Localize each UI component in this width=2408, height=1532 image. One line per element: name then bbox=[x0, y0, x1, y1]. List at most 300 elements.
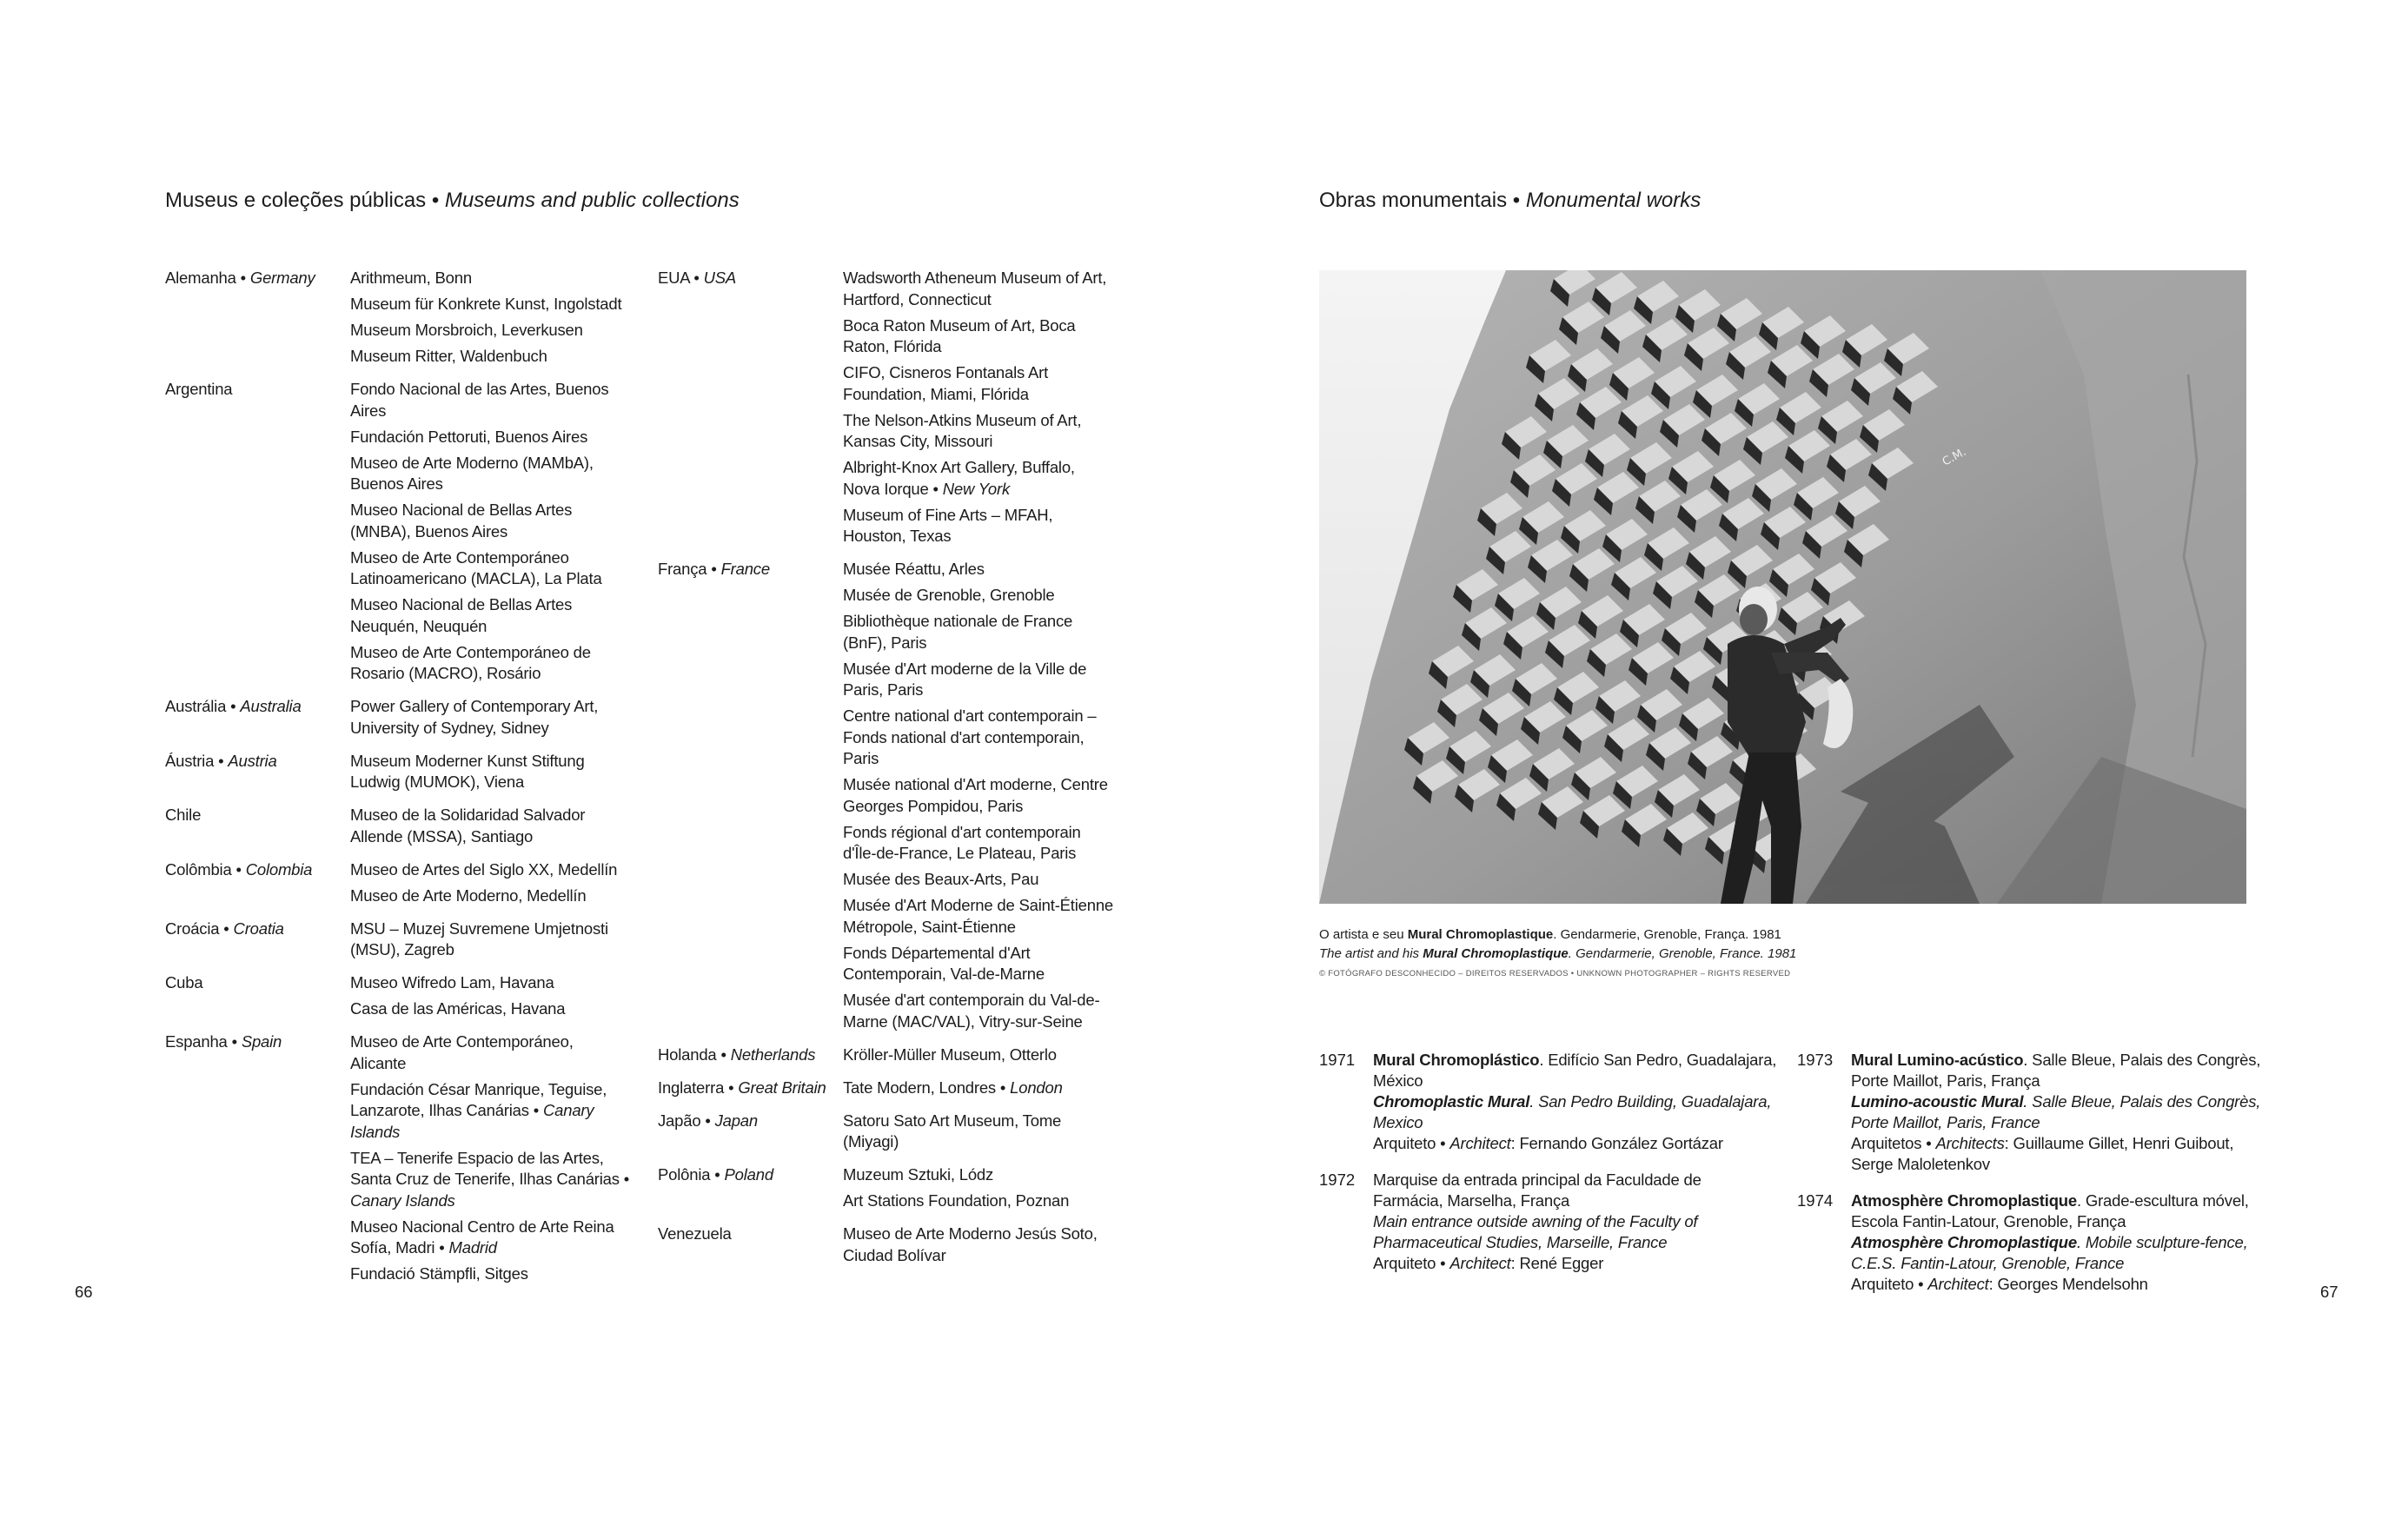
institution-text: Museum Ritter, Waldenbuch bbox=[350, 347, 547, 365]
work-year: 1972 bbox=[1319, 1171, 1356, 1189]
institution-entry bbox=[843, 410, 1081, 453]
institution-entry bbox=[350, 1263, 528, 1285]
institution-line bbox=[843, 268, 1106, 289]
institution-text: Ludwig (MUMOK), Viena bbox=[350, 773, 525, 791]
country-label: Áustria • Austria bbox=[165, 751, 277, 770]
institution-text: Kröller-Müller Museum, Otterlo bbox=[843, 1045, 1057, 1064]
country-name-en: Poland bbox=[724, 1165, 773, 1184]
institution-line bbox=[350, 972, 554, 994]
photo-credit: © FOTÓGRAFO DESCONHECIDO – DIREITOS RESERVADOS • UNKNOWN PHOTOGRAPHER – RIGHTS RESERVED bbox=[1319, 969, 1791, 978]
country-name-en: Spain bbox=[241, 1032, 282, 1051]
work-title-en: Lumino-acoustic Mural bbox=[1851, 1092, 2024, 1111]
institution-text: Fundación César Manrique, Teguise, bbox=[350, 1079, 607, 1098]
institution-text: Foundation, Miami, Flórida bbox=[843, 384, 1029, 403]
institution-text: Museo de Arte Moderno Jesús Soto, bbox=[843, 1224, 1098, 1243]
institution-entry bbox=[350, 919, 608, 961]
institution-line bbox=[843, 1245, 1098, 1267]
institution-line bbox=[843, 869, 1038, 891]
institution-text: Bibliothèque nationale de France bbox=[843, 612, 1073, 630]
institution-line bbox=[350, 1122, 607, 1144]
institution-line bbox=[843, 1131, 1061, 1153]
institution-text: Museo Wifredo Lam, Havana bbox=[350, 973, 554, 991]
country-label: EUA • USA bbox=[658, 269, 737, 287]
right-page-heading bbox=[1319, 188, 1701, 214]
institution-entry bbox=[843, 1224, 1098, 1266]
artist-mural-photo bbox=[1319, 270, 2246, 904]
mural-photo-illustration bbox=[1319, 270, 2246, 904]
institution-line bbox=[843, 457, 1075, 479]
work-text: : René Egger bbox=[1510, 1254, 1604, 1272]
institution-text: (MNBA), Buenos Aires bbox=[350, 521, 508, 541]
work-text: Serge Maloletenkov bbox=[1851, 1155, 1990, 1173]
work-line bbox=[1851, 1253, 2249, 1274]
country-name-pt: Argentina bbox=[165, 380, 233, 398]
institution-entry bbox=[843, 1045, 1057, 1066]
institution-text: Arithmeum, Bonn bbox=[350, 269, 472, 287]
country-label bbox=[658, 1224, 732, 1245]
institution-line bbox=[350, 427, 587, 448]
institution-text: Alicante bbox=[350, 1053, 407, 1072]
work-title-en: Atmosphère Chromoplastique bbox=[1851, 1233, 2077, 1251]
work-text: Escola Fantin-Latour, Grenoble, França bbox=[1851, 1212, 2126, 1230]
work-year: 1971 bbox=[1319, 1051, 1356, 1069]
work-line bbox=[1373, 1112, 1776, 1133]
work-text: Arquitetos • bbox=[1851, 1134, 1936, 1152]
heading-en: Museums and public collections bbox=[444, 189, 740, 212]
country-label: Inglaterra • Great Britain bbox=[658, 1078, 826, 1097]
institution-text: d'Île-de-France, Le Plateau, Paris bbox=[843, 844, 1077, 862]
work-text: : Georges Mendelsohn bbox=[1988, 1275, 2148, 1293]
institution-line bbox=[350, 751, 585, 773]
institution-text: The Nelson-Atkins Museum of Art, bbox=[843, 410, 1082, 429]
work-line bbox=[1851, 1154, 2260, 1175]
institution-line bbox=[843, 748, 1096, 770]
country-name-en: Austria bbox=[228, 751, 277, 770]
institution-entry bbox=[843, 268, 1106, 310]
institution-text: Fonds régional d'art contemporain bbox=[843, 822, 1081, 841]
institution-text: Fundació Stämpfli, Sitges bbox=[350, 1264, 528, 1283]
institution-line bbox=[350, 453, 594, 474]
work-entry bbox=[1373, 1170, 1702, 1274]
institution-text: Musée d'Art Moderne de Saint-Étienne bbox=[843, 896, 1114, 914]
institution-text: Marne (MAC/VAL), Vitry-sur-Seine bbox=[843, 1011, 1083, 1031]
institution-text: Museo de Arte Contemporáneo, bbox=[350, 1032, 574, 1051]
work-text: México bbox=[1373, 1071, 1423, 1090]
institution-text-italic: Islands bbox=[350, 1122, 401, 1141]
institution-line bbox=[350, 663, 591, 685]
institution-text: Allende (MSSA), Santiago bbox=[350, 826, 534, 846]
institution-entry bbox=[350, 1031, 574, 1074]
work-line bbox=[1851, 1211, 2249, 1232]
country-name-en: Australia bbox=[240, 697, 302, 715]
institution-entry bbox=[350, 268, 472, 289]
institution-line bbox=[350, 1053, 574, 1075]
country-name-pt: EUA bbox=[658, 269, 690, 287]
institution-text: Museo de Arte Moderno, Medellín bbox=[350, 885, 587, 905]
institution-text: (BnF), Paris bbox=[843, 633, 927, 652]
work-text: Arquiteto • bbox=[1373, 1254, 1450, 1272]
work-text-italic: . San Pedro Building, Guadalajara, bbox=[1529, 1092, 1772, 1111]
institution-text-italic: Madrid bbox=[448, 1238, 497, 1257]
institution-entry bbox=[350, 696, 598, 739]
institution-line bbox=[350, 401, 608, 422]
country-label: Espanha • Spain bbox=[165, 1032, 282, 1051]
institution-line bbox=[350, 1079, 607, 1101]
institution-entry bbox=[350, 1217, 614, 1259]
institution-line bbox=[350, 294, 621, 315]
institution-line bbox=[843, 431, 1081, 453]
work-text: : Guillaume Gillet, Henri Guibout, bbox=[2004, 1134, 2234, 1152]
institution-entry bbox=[843, 1111, 1061, 1153]
work-entry bbox=[1851, 1050, 2260, 1175]
institution-line bbox=[350, 859, 617, 881]
institution-line bbox=[350, 1169, 629, 1190]
institution-line bbox=[350, 1148, 629, 1170]
institution-line bbox=[350, 500, 572, 521]
work-text: Marquise da entrada principal da Faculdade de bbox=[1373, 1171, 1702, 1189]
institution-text: MSU – Muzej Suvremene Umjetnosti bbox=[350, 919, 608, 938]
work-year: 1974 bbox=[1797, 1191, 1834, 1210]
institution-entry bbox=[350, 1148, 629, 1212]
country-label: Japão • Japan bbox=[658, 1111, 758, 1130]
institution-text: Musée d'art contemporain du Val-de- bbox=[843, 991, 1100, 1009]
institution-text: Rosario (MACRO), Rosário bbox=[350, 664, 541, 682]
institution-text: Sofía, Madri bbox=[350, 1238, 435, 1257]
country-name-pt: Inglaterra bbox=[658, 1078, 725, 1097]
institution-text: Casa de las Américas, Havana bbox=[350, 999, 566, 1018]
institution-text: (MSU), Zagreb bbox=[350, 940, 454, 958]
work-text: Farmácia, Marselha, França bbox=[1373, 1191, 1570, 1210]
institution-entry bbox=[350, 642, 591, 685]
work-entry bbox=[1373, 1050, 1776, 1154]
country-label bbox=[165, 379, 232, 401]
institution-line bbox=[350, 379, 608, 401]
institution-text: Ciudad Bolívar bbox=[843, 1245, 946, 1264]
institution-text: Contemporain, Val-de-Marne bbox=[843, 965, 1045, 983]
institution-text: Museo Nacional Centro de Arte Reina bbox=[350, 1217, 614, 1236]
institution-entry bbox=[350, 594, 572, 637]
institution-text-italic: New York bbox=[942, 479, 1010, 498]
institution-line bbox=[350, 320, 583, 342]
institution-text: Lanzarote, Ilhas Canárias bbox=[350, 1101, 529, 1119]
institution-text: Museo Nacional de Bellas Artes bbox=[350, 501, 573, 519]
institution-text: Métropole, Saint-Étienne bbox=[843, 917, 1016, 936]
work-line bbox=[1851, 1050, 2260, 1071]
institution-text: Power Gallery of Contemporary Art, bbox=[350, 697, 599, 715]
institution-text: (Miyagi) bbox=[843, 1132, 899, 1151]
institution-entry bbox=[350, 500, 572, 542]
work-text: Porte Maillot, Paris, França bbox=[1851, 1071, 2040, 1090]
institution-line: Sofía, Madri • Madrid bbox=[350, 1238, 497, 1257]
institution-line bbox=[350, 1217, 614, 1238]
institution-text: Museum Morsbroich, Leverkusen bbox=[350, 321, 583, 339]
institution-line bbox=[843, 680, 1086, 701]
institution-entry bbox=[350, 453, 594, 495]
work-line bbox=[1851, 1133, 2260, 1154]
institution-entry bbox=[843, 895, 1113, 938]
country-name-pt: França bbox=[658, 560, 707, 578]
work-line bbox=[1373, 1190, 1702, 1211]
institution-text: Museo de Arte Contemporáneo de bbox=[350, 642, 591, 661]
country-name-en: Great Britain bbox=[738, 1078, 826, 1097]
institution-line bbox=[350, 568, 602, 590]
institution-line bbox=[350, 718, 598, 739]
heading-pt: Museus e coleções públicas bbox=[165, 189, 427, 212]
institution-text: Neuquén, Neuquén bbox=[350, 616, 488, 635]
institution-text: Tate Modern, Londres bbox=[843, 1078, 996, 1097]
country-label: Austrália • Australia bbox=[165, 697, 302, 715]
country-name-pt: Alemanha bbox=[165, 269, 236, 287]
institution-text: Houston, Texas bbox=[843, 527, 952, 545]
institution-text: CIFO, Cisneros Fontanals Art bbox=[843, 363, 1049, 381]
heading-pt: Obras monumentais bbox=[1319, 189, 1508, 212]
institution-line bbox=[843, 336, 1076, 358]
institution-text: Santa Cruz de Tenerife, Ilhas Canárias • bbox=[350, 1170, 630, 1188]
institution-line bbox=[843, 410, 1081, 432]
institution-line bbox=[843, 362, 1048, 384]
work-line bbox=[1373, 1050, 1776, 1071]
institution-line bbox=[350, 826, 585, 848]
work-text-italic: Pharmaceutical Studies, Marseille, France bbox=[1373, 1233, 1668, 1251]
country-label: Colômbia • Colombia bbox=[165, 859, 313, 879]
institution-text-italic: London bbox=[1010, 1078, 1063, 1097]
institution-line bbox=[350, 885, 586, 907]
institution-entry bbox=[843, 1078, 1063, 1099]
institution-line bbox=[350, 642, 591, 664]
institution-entry bbox=[350, 751, 585, 793]
heading-en: Monumental works bbox=[1525, 189, 1702, 212]
institution-line bbox=[350, 521, 572, 543]
work-title: Atmosphère Chromoplastique bbox=[1851, 1191, 2077, 1210]
institution-entry bbox=[843, 362, 1048, 405]
institution-line bbox=[843, 1224, 1098, 1245]
work-text-italic: Main entrance outside awning of the Faculty of bbox=[1373, 1212, 1698, 1230]
institution-text: Fonds national d'art contemporain, bbox=[843, 727, 1085, 746]
work-text-italic: Architect bbox=[1927, 1275, 1989, 1293]
wall-inscription: C.M. bbox=[1940, 445, 1969, 469]
institution-text: Museo Nacional de Bellas Artes bbox=[350, 595, 573, 613]
country-name-pt: Cuba bbox=[165, 973, 203, 991]
institution-line bbox=[843, 1190, 1069, 1212]
work-line bbox=[1851, 1091, 2260, 1112]
country-name-pt: Colômbia bbox=[165, 859, 232, 879]
work-line bbox=[1851, 1190, 2249, 1211]
institution-line bbox=[843, 1045, 1057, 1066]
institution-line bbox=[350, 696, 598, 718]
institution-text: University of Sydney, Sidney bbox=[350, 718, 549, 737]
institution-text: Musée national d'Art moderne, Centre bbox=[843, 775, 1108, 793]
institution-line bbox=[350, 919, 608, 940]
institution-entry bbox=[843, 559, 985, 580]
institution-line bbox=[843, 843, 1081, 865]
country-name-pt: Polônia bbox=[658, 1165, 711, 1184]
institution-entry bbox=[350, 1079, 607, 1144]
institution-line bbox=[843, 384, 1048, 406]
institution-entry bbox=[350, 379, 608, 421]
work-text: . Grade-escultura móvel, bbox=[2077, 1191, 2249, 1210]
country-name-pt: Chile bbox=[165, 806, 202, 824]
institution-line: Tate Modern, Londres • London bbox=[843, 1078, 1063, 1097]
institution-entry bbox=[843, 505, 1052, 547]
institution-text: Museo de Arte Moderno (MAMbA), bbox=[350, 453, 594, 472]
institution-line bbox=[843, 796, 1108, 818]
institution-line bbox=[843, 585, 1054, 607]
institution-text: Museo de la Solidaridad Salvador bbox=[350, 806, 586, 824]
institution-entry bbox=[350, 885, 586, 907]
work-line bbox=[1851, 1071, 2260, 1091]
institution-text: Albright-Knox Art Gallery, Buffalo, bbox=[843, 458, 1075, 476]
institution-text: Muzeum Sztuki, Lódz bbox=[843, 1165, 994, 1184]
institution-text: Georges Pompidou, Paris bbox=[843, 796, 1024, 815]
country-label: Croácia • Croatia bbox=[165, 919, 284, 938]
work-year: 1973 bbox=[1797, 1051, 1834, 1069]
work-title: Mural Chromoplástico bbox=[1373, 1051, 1540, 1069]
institution-line bbox=[843, 611, 1072, 633]
work-text: Arquiteto • bbox=[1373, 1134, 1450, 1152]
institution-text: Nova Iorque bbox=[843, 479, 929, 498]
country-name-pt: Croácia bbox=[165, 919, 220, 938]
heading-sep: • bbox=[426, 189, 445, 212]
institution-line bbox=[350, 805, 585, 826]
work-text: . Edifício San Pedro, Guadalajara, bbox=[1539, 1051, 1777, 1069]
institution-entry bbox=[843, 774, 1108, 817]
institution-line bbox=[350, 474, 594, 495]
institution-line bbox=[843, 505, 1052, 527]
institution-entry bbox=[350, 346, 547, 368]
institution-line bbox=[843, 822, 1081, 844]
institution-text: Aires bbox=[350, 401, 387, 420]
institution-entry bbox=[350, 972, 554, 994]
country-name-pt: Espanha bbox=[165, 1032, 228, 1051]
photo-caption bbox=[1319, 925, 1796, 964]
institution-text: Hartford, Connecticut bbox=[843, 289, 992, 308]
country-label bbox=[165, 805, 201, 826]
institution-line bbox=[843, 315, 1076, 337]
institution-line bbox=[843, 917, 1113, 938]
institution-line bbox=[843, 526, 1052, 547]
work-line bbox=[1373, 1253, 1702, 1274]
institution-text: TEA – Tenerife Espacio de las Artes, bbox=[350, 1148, 604, 1167]
work-text: Arquiteto • bbox=[1851, 1275, 1928, 1293]
page-number-left: 66 bbox=[75, 1283, 93, 1301]
institution-entry bbox=[843, 585, 1054, 607]
work-text-italic: Porte Maillot, Paris, France bbox=[1851, 1113, 2040, 1131]
institution-line bbox=[350, 939, 608, 961]
institution-line bbox=[350, 594, 572, 616]
caption-line-en: The artist and his Mural Chromoplastique. Gendarmerie, Grenoble, France. 1981 bbox=[1319, 946, 1797, 961]
institution-line bbox=[843, 559, 985, 580]
institution-line bbox=[843, 1164, 993, 1186]
work-line bbox=[1851, 1112, 2260, 1133]
institution-line bbox=[843, 727, 1096, 749]
institution-text: Centre national d'art contemporain – bbox=[843, 706, 1097, 725]
caption-line-pt: O artista e seu Mural Chromoplastique. Gendarmerie, Grenoble, França. 1981 bbox=[1319, 927, 1781, 942]
work-text-italic: . Salle Bleue, Palais des Congrès, bbox=[2023, 1092, 2261, 1111]
work-text-italic: C.E.S. Fantin-Latour, Grenoble, France bbox=[1851, 1254, 2125, 1272]
institution-line bbox=[843, 990, 1099, 1011]
work-text: . Salle Bleue, Palais des Congrès, bbox=[2023, 1051, 2261, 1069]
institution-text: Musée de Grenoble, Grenoble bbox=[843, 586, 1055, 604]
country-name-pt: Holanda bbox=[658, 1045, 717, 1064]
institution-line bbox=[350, 1031, 574, 1053]
country-label: Polônia • Poland bbox=[658, 1165, 773, 1184]
work-line bbox=[1851, 1274, 2249, 1295]
institution-line bbox=[350, 1263, 528, 1285]
institution-line bbox=[350, 268, 472, 289]
work-title: Mural Lumino-acústico bbox=[1851, 1051, 2024, 1069]
institution-text: Boca Raton Museum of Art, Boca bbox=[843, 315, 1076, 335]
institution-text: Museum Moderner Kunst Stiftung bbox=[350, 751, 585, 770]
institution-line bbox=[843, 964, 1045, 985]
country-name-en: France bbox=[720, 560, 770, 578]
institution-line bbox=[350, 772, 585, 793]
work-line bbox=[1851, 1232, 2249, 1253]
institution-text: Wadsworth Atheneum Museum of Art, bbox=[843, 269, 1107, 287]
country-name-pt: Áustria bbox=[165, 751, 215, 770]
heading-sep: • bbox=[1507, 189, 1526, 212]
institution-text: Fundación Pettoruti, Buenos Aires bbox=[350, 427, 588, 446]
work-entry bbox=[1851, 1190, 2249, 1295]
work-text-italic: Architect bbox=[1449, 1134, 1511, 1152]
work-line bbox=[1373, 1211, 1702, 1232]
page-number-right: 67 bbox=[2320, 1283, 2338, 1301]
institution-text-italic: Canary bbox=[543, 1101, 594, 1119]
institution-text: Art Stations Foundation, Poznan bbox=[843, 1191, 1070, 1210]
institution-entry bbox=[350, 859, 617, 881]
institution-entry bbox=[843, 706, 1096, 770]
institution-entry bbox=[843, 1164, 993, 1186]
institution-line bbox=[843, 1011, 1099, 1033]
country-name-en: Germany bbox=[249, 269, 315, 287]
institution-entry bbox=[843, 659, 1086, 701]
institution-text: Latinoamericano (MACLA), La Plata bbox=[350, 569, 602, 587]
country-label: Holanda • Netherlands bbox=[658, 1045, 816, 1064]
institution-line bbox=[843, 895, 1113, 917]
institution-entry bbox=[843, 611, 1072, 653]
country-name-en: Japan bbox=[714, 1111, 758, 1130]
institution-line bbox=[350, 547, 602, 569]
work-text-italic: . Mobile sculpture-fence, bbox=[2077, 1233, 2248, 1251]
institution-text: Kansas City, Missouri bbox=[843, 432, 993, 450]
work-line bbox=[1373, 1091, 1776, 1112]
institution-line bbox=[843, 659, 1086, 680]
institution-entry bbox=[350, 427, 587, 448]
institution-line bbox=[843, 633, 1072, 654]
work-line bbox=[1373, 1071, 1776, 1091]
institution-line bbox=[350, 616, 572, 638]
institution-entry bbox=[843, 822, 1081, 865]
country-name-en: USA bbox=[703, 269, 737, 287]
work-title-en: Chromoplastic Mural bbox=[1373, 1092, 1530, 1111]
institution-text: Buenos Aires bbox=[350, 474, 443, 493]
institution-line bbox=[843, 289, 1106, 311]
institution-text: Paris, Paris bbox=[843, 680, 924, 699]
institution-text: Raton, Flórida bbox=[843, 337, 942, 355]
institution-entry bbox=[350, 294, 621, 315]
institution-entry bbox=[350, 998, 565, 1020]
institution-entry bbox=[843, 990, 1099, 1032]
institution-text: Fondo Nacional de las Artes, Buenos bbox=[350, 380, 609, 398]
institution-line: Nova Iorque • New York bbox=[843, 479, 1010, 498]
work-line bbox=[1373, 1232, 1702, 1253]
institution-line bbox=[843, 943, 1045, 965]
institution-entry bbox=[843, 1190, 1069, 1212]
institution-text: Museo de Arte Contemporáneo bbox=[350, 547, 569, 567]
work-line bbox=[1373, 1133, 1776, 1154]
country-name-en: Croatia bbox=[233, 919, 284, 938]
country-name-en: Colombia bbox=[245, 859, 313, 879]
institution-text: Museo de Artes del Siglo XX, Medellín bbox=[350, 859, 618, 879]
